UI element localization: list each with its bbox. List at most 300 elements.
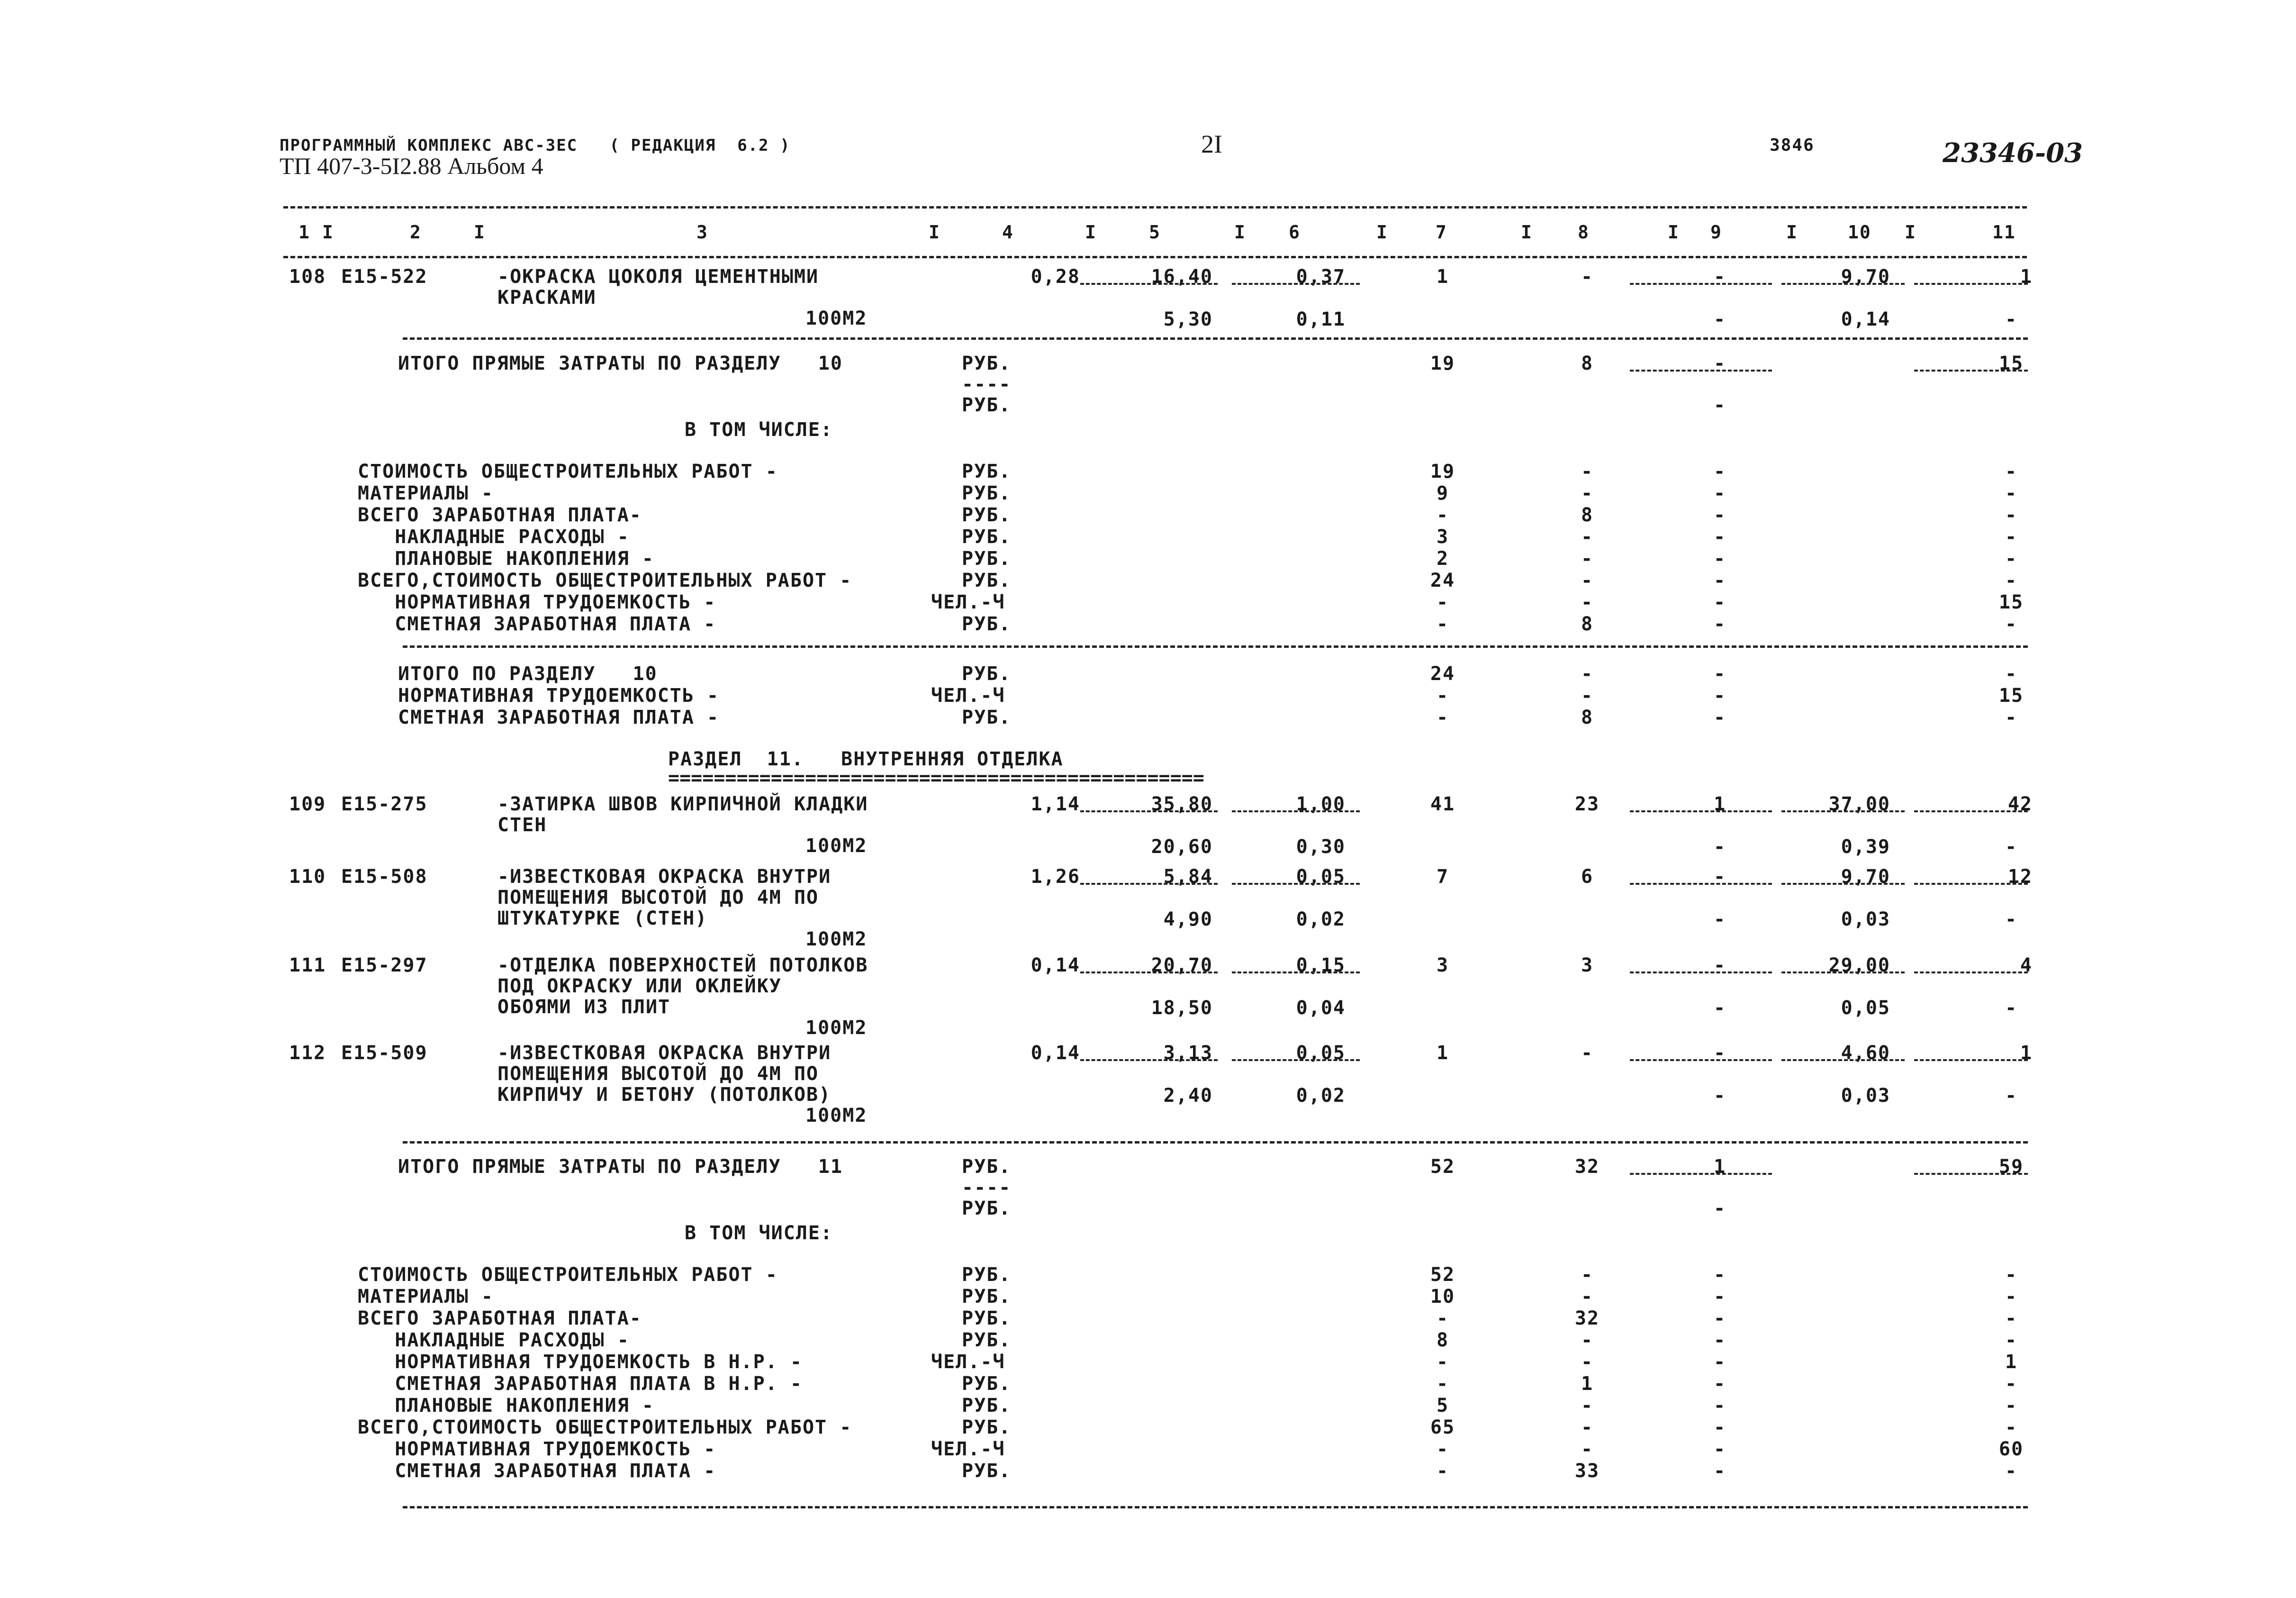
breakdown-labor: - [2005, 526, 2018, 548]
item-name-line: -ИЗВЕСТКОВАЯ ОКРАСКА ВНУТРИ [497, 866, 832, 888]
summary-total-cost: 52 [1430, 1156, 1455, 1178]
column-number: 4 [1002, 222, 1014, 243]
item-unit-wage: 0,15 [1296, 954, 1346, 976]
subrow-rule [1781, 1059, 1905, 1061]
subrow-rule [1781, 283, 1905, 285]
breakdown-labor: - [2005, 504, 2018, 526]
breakdown-label: СТОИМОСТЬ ОБЩЕСТРОИТЕЛЬНЫХ РАБОТ - [358, 1264, 778, 1286]
section-heading-underline: =============================================== [668, 767, 1204, 789]
item-unit: 100М2 [805, 308, 868, 329]
breakdown-unit: РУБ. [962, 1329, 1012, 1351]
item-total-wage: - [1581, 1042, 1594, 1064]
item-total-wage: - [1581, 266, 1594, 288]
item-labor-norm-machine: 0,14 [1841, 309, 1890, 330]
item-name-line: ШТУКАТУРКЕ (СТЕН) [497, 908, 708, 929]
item-code: Е15-509 [341, 1042, 428, 1064]
breakdown-total-cost: 3 [1436, 526, 1449, 548]
subrow-rule [1781, 972, 1905, 973]
column-separator: I [1376, 222, 1388, 243]
item-machine-wage: - [1713, 836, 1727, 858]
summary-subrule [1630, 370, 1772, 372]
section-total-cost: - [1436, 707, 1449, 728]
breakdown-machine: - [1713, 1438, 1727, 1460]
item-unit-wage-wage: 0,11 [1296, 309, 1346, 330]
breakdown-total-wage: - [1581, 526, 1594, 548]
breakdown-machine: - [1713, 1460, 1727, 1482]
breakdown-unit: ЧЕЛ.-Ч [931, 1438, 1005, 1460]
item-name-line: ПОД ОКРАСКУ ИЛИ ОКЛЕЙКУ [497, 975, 782, 997]
item-unit-cost: 16,40 [1151, 266, 1213, 288]
section-total-label: СМЕТНАЯ ЗАРАБОТНАЯ ПЛАТА - [398, 707, 720, 728]
column-separator: I [1668, 222, 1680, 243]
breakdown-unit: РУБ. [962, 1373, 1012, 1395]
item-unit-wage: 0,05 [1296, 1042, 1346, 1064]
breakdown-unit: ЧЕЛ.-Ч [931, 591, 1005, 613]
item-labor-total: 1 [2020, 1042, 2033, 1064]
item-unit: 100М2 [805, 928, 868, 950]
breakdown-total-wage: - [1581, 570, 1594, 591]
breakdown-machine: - [1713, 504, 1727, 526]
item-total-cost: 1 [1436, 266, 1449, 288]
item-unit-cost-wage: 5,30 [1163, 309, 1213, 330]
item-quantity: 1,14 [1030, 793, 1080, 815]
column-number: 5 [1149, 222, 1161, 243]
item-unit: 100М2 [805, 835, 868, 857]
section-total-wage: - [1581, 685, 1594, 707]
doc-code: ТП 407-3-5I2.88 Альбом 4 [280, 153, 543, 179]
item-number: 110 [289, 866, 326, 888]
summary-machine-cost: - [1713, 353, 1727, 374]
summary-total-cost: 19 [1430, 353, 1455, 374]
item-machine-cost: - [1713, 954, 1727, 976]
subrow-rule [1232, 283, 1360, 285]
item-name-line: КИРПИЧУ И БЕТОНУ (ПОТОЛКОВ) [497, 1084, 832, 1106]
breakdown-unit: РУБ. [962, 1460, 1012, 1482]
breakdown-total-cost: - [1436, 1438, 1449, 1460]
summary-including: В ТОМ ЧИСЛЕ: [685, 1222, 833, 1244]
item-quantity: 1,26 [1030, 866, 1080, 888]
breakdown-label: НОРМАТИВНАЯ ТРУДОЕМКОСТЬ - [358, 1438, 716, 1460]
breakdown-label: СМЕТНАЯ ЗАРАБОТНАЯ ПЛАТА В Н.Р. - [358, 1373, 803, 1395]
breakdown-labor: - [2005, 461, 2018, 482]
column-number: 2 [410, 222, 422, 243]
breakdown-label: МАТЕРИАЛЫ - [358, 1286, 494, 1307]
breakdown-total-cost: - [1436, 1460, 1449, 1482]
header-rule-bottom [283, 256, 2027, 258]
subrow-rule [1781, 883, 1905, 885]
breakdown-unit: РУБ. [962, 1264, 1012, 1286]
column-separator: I [1905, 222, 1916, 243]
subrow-rule [1914, 883, 2028, 885]
item-machine-wage: - [1713, 908, 1727, 930]
breakdown-unit: РУБ. [962, 526, 1012, 548]
breakdown-total-wage: - [1581, 1286, 1594, 1307]
item-code: Е15-508 [341, 866, 428, 888]
item-code: Е15-522 [341, 266, 428, 288]
summary-subrule [1630, 1173, 1772, 1175]
item-code: Е15-297 [341, 954, 428, 976]
item-total-cost: 1 [1436, 1042, 1449, 1064]
subrow-rule [1630, 810, 1772, 812]
breakdown-machine: - [1713, 526, 1727, 548]
breakdown-label: ВСЕГО,СТОИМОСТЬ ОБЩЕСТРОИТЕЛЬНЫХ РАБОТ - [358, 1416, 852, 1438]
breakdown-labor: - [2005, 1416, 2018, 1438]
breakdown-total-wage: - [1581, 1416, 1594, 1438]
program-line: ПРОГРАММНЫЙ КОМПЛЕКС АВС-ЗЕС ( РЕДАКЦИЯ 6.2 ) [280, 136, 791, 155]
summary-labor-total: 59 [1998, 1156, 2024, 1178]
item-name-line: -ИЗВЕСТКОВАЯ ОКРАСКА ВНУТРИ [497, 1042, 832, 1064]
item-labor-total: 12 [2007, 866, 2033, 888]
section-rule [403, 645, 2028, 648]
subrow-rule [1914, 1059, 2028, 1061]
breakdown-total-cost: 65 [1430, 1416, 1455, 1438]
summary-total-wage: 32 [1574, 1156, 1600, 1178]
breakdown-machine: - [1713, 1373, 1727, 1395]
subrow-rule [1630, 972, 1772, 973]
breakdown-label: СМЕТНАЯ ЗАРАБОТНАЯ ПЛАТА - [358, 613, 716, 635]
item-labor-total-machine: - [2005, 997, 2018, 1019]
breakdown-label: НАКЛАДНЫЕ РАСХОДЫ - [358, 1329, 630, 1351]
breakdown-labor: 15 [1998, 591, 2024, 613]
breakdown-machine: - [1713, 591, 1727, 613]
item-unit: 100М2 [805, 1105, 868, 1126]
summary-including: В ТОМ ЧИСЛЕ: [685, 419, 833, 441]
section-total-unit: ЧЕЛ.-Ч [931, 685, 1005, 707]
summary-machine-wage: - [1713, 394, 1727, 416]
item-name-line: ОБОЯМИ ИЗ ПЛИТ [497, 996, 671, 1018]
summary-title: ИТОГО ПРЯМЫЕ ЗАТРАТЫ ПО РАЗДЕЛУ 10 [398, 353, 843, 374]
item-labor-total: 42 [2007, 793, 2033, 815]
item-unit-cost: 20,70 [1151, 954, 1213, 976]
breakdown-total-cost: 52 [1430, 1264, 1455, 1286]
item-labor-total-machine: - [2005, 1085, 2018, 1107]
item-name-line: ПОМЕЩЕНИЯ ВЫСОТОЙ ДО 4М ПО [497, 1063, 819, 1085]
item-labor-total: 1 [2020, 266, 2033, 288]
item-machine-cost: 1 [1713, 793, 1727, 815]
item-name-line: КРАСКАМИ [497, 287, 597, 309]
item-unit-cost-wage: 18,50 [1151, 997, 1213, 1019]
section-total-machine: - [1713, 685, 1727, 707]
column-separator: I [474, 222, 486, 243]
breakdown-total-wage: 1 [1581, 1373, 1594, 1395]
item-labor-norm-machine: 0,05 [1841, 997, 1890, 1019]
item-name-line: -ЗАТИРКА ШВОВ КИРПИЧНОЙ КЛАДКИ [497, 793, 868, 815]
breakdown-total-cost: 10 [1430, 1286, 1455, 1307]
breakdown-label: ПЛАНОВЫЕ НАКОПЛЕНИЯ - [358, 548, 654, 570]
breakdown-labor: - [2005, 1373, 2018, 1395]
summary-unit: РУБ. [962, 353, 1012, 374]
breakdown-total-wage: - [1581, 1438, 1594, 1460]
subrow-rule [1914, 810, 2028, 812]
breakdown-unit: РУБ. [962, 482, 1012, 504]
item-labor-total: 4 [2020, 954, 2033, 976]
breakdown-unit: РУБ. [962, 1307, 1012, 1329]
column-separator: I [1234, 222, 1246, 243]
archive-number: 23346-03 [1943, 137, 2083, 169]
breakdown-labor: - [2005, 1264, 2018, 1286]
item-unit-wage: 0,05 [1296, 866, 1346, 888]
column-separator: I [1085, 222, 1097, 243]
column-number: 11 [1992, 222, 2016, 243]
item-total-wage: 6 [1581, 866, 1594, 888]
item-machine-wage: - [1713, 1085, 1727, 1107]
section-total-labor: - [2005, 663, 2018, 685]
breakdown-total-wage: 33 [1574, 1460, 1600, 1482]
item-unit-cost: 35,80 [1151, 793, 1213, 815]
breakdown-label: СМЕТНАЯ ЗАРАБОТНАЯ ПЛАТА - [358, 1460, 716, 1482]
breakdown-total-cost: - [1436, 1351, 1449, 1373]
item-unit-wage: 0,37 [1296, 266, 1346, 288]
item-name-line: -ОТДЕЛКА ПОВЕРХНОСТЕЙ ПОТОЛКОВ [497, 954, 868, 976]
header-rule-top [283, 206, 2027, 209]
breakdown-machine: - [1713, 1351, 1727, 1373]
item-machine-wage: - [1713, 309, 1727, 330]
breakdown-total-cost: - [1436, 504, 1449, 526]
item-unit-wage-wage: 0,04 [1296, 997, 1346, 1019]
breakdown-label: МАТЕРИАЛЫ - [358, 482, 494, 504]
breakdown-total-cost: 2 [1436, 548, 1449, 570]
section-total-unit: РУБ. [962, 663, 1012, 685]
item-labor-norm: 29,00 [1828, 954, 1890, 976]
section-total-label: ИТОГО ПО РАЗДЕЛУ 10 [398, 663, 658, 685]
item-labor-norm: 9,70 [1841, 266, 1890, 288]
subrow-rule [1630, 283, 1772, 285]
breakdown-unit: РУБ. [962, 1395, 1012, 1416]
summary-unit-divider: ---- [962, 373, 1012, 395]
item-quantity: 0,28 [1030, 266, 1080, 288]
summary-unit: РУБ. [962, 1156, 1012, 1178]
breakdown-machine: - [1713, 461, 1727, 482]
breakdown-label: НОРМАТИВНАЯ ТРУДОЕМКОСТЬ В Н.Р. - [358, 1351, 803, 1373]
item-unit-wage-wage: 0,02 [1296, 1085, 1346, 1107]
summary-subrule [1914, 370, 2028, 372]
item-labor-norm-machine: 0,03 [1841, 1085, 1890, 1107]
breakdown-total-cost: 8 [1436, 1329, 1449, 1351]
breakdown-total-cost: 19 [1430, 461, 1455, 482]
column-number: 3 [696, 222, 708, 243]
item-unit: 100М2 [805, 1017, 868, 1039]
item-name-line: СТЕН [497, 814, 547, 836]
subrow-rule [1630, 883, 1772, 885]
breakdown-total-cost: - [1436, 1373, 1449, 1395]
subrow-rule [1080, 1059, 1218, 1061]
item-total-cost: 41 [1430, 793, 1455, 815]
summary-subrule [1914, 1173, 2028, 1175]
breakdown-label: ВСЕГО ЗАРАБОТНАЯ ПЛАТА- [358, 1307, 642, 1329]
item-unit-cost: 5,84 [1163, 866, 1213, 888]
breakdown-machine: - [1713, 482, 1727, 504]
breakdown-labor: - [2005, 1286, 2018, 1307]
breakdown-labor: - [2005, 1460, 2018, 1482]
breakdown-labor: 60 [1998, 1438, 2024, 1460]
item-total-wage: 23 [1574, 793, 1600, 815]
breakdown-unit: РУБ. [962, 548, 1012, 570]
breakdown-total-cost: - [1436, 591, 1449, 613]
breakdown-machine: - [1713, 1395, 1727, 1416]
item-number: 108 [289, 266, 326, 288]
subrow-rule [1232, 1059, 1360, 1061]
item-number: 112 [289, 1042, 326, 1064]
breakdown-total-wage: - [1581, 482, 1594, 504]
item-labor-norm: 37,00 [1828, 793, 1890, 815]
breakdown-total-wage: - [1581, 591, 1594, 613]
subrow-rule [1914, 972, 2028, 973]
subrow-rule [1080, 883, 1218, 885]
item-labor-norm-machine: 0,39 [1841, 836, 1890, 858]
summary-machine-cost: 1 [1713, 1156, 1727, 1178]
item-unit-wage-wage: 0,02 [1296, 908, 1346, 930]
item-machine-cost: - [1713, 866, 1727, 888]
breakdown-machine: - [1713, 1416, 1727, 1438]
item-unit-wage-wage: 0,30 [1296, 836, 1346, 858]
item-machine-wage: - [1713, 997, 1727, 1019]
breakdown-label: НОРМАТИВНАЯ ТРУДОЕМКОСТЬ - [358, 591, 716, 613]
breakdown-labor: - [2005, 1395, 2018, 1416]
summary-unit: РУБ. [962, 1198, 1012, 1219]
subrow-rule [1080, 810, 1218, 812]
breakdown-unit: РУБ. [962, 1286, 1012, 1307]
item-name-line: -ОКРАСКА ЦОКОЛЯ ЦЕМЕНТНЫМИ [497, 266, 819, 288]
breakdown-labor: 1 [2005, 1351, 2018, 1373]
item-rule [403, 337, 2028, 340]
item-quantity: 0,14 [1030, 1042, 1080, 1064]
section-total-labor: 15 [1998, 685, 2024, 707]
item-total-cost: 3 [1436, 954, 1449, 976]
column-number: 10 [1848, 222, 1871, 243]
subrow-rule [1232, 883, 1360, 885]
breakdown-machine: - [1713, 548, 1727, 570]
section-total-wage: - [1581, 663, 1594, 685]
breakdown-machine: - [1713, 570, 1727, 591]
item-machine-cost: - [1713, 1042, 1727, 1064]
item-labor-total-machine: - [2005, 836, 2018, 858]
bottom-rule [403, 1506, 2028, 1508]
breakdown-total-cost: - [1436, 613, 1449, 635]
column-number: 6 [1289, 222, 1301, 243]
breakdown-total-wage: 8 [1581, 613, 1594, 635]
item-number: 109 [289, 793, 326, 815]
item-number: 111 [289, 954, 326, 976]
breakdown-total-wage: 8 [1581, 504, 1594, 526]
column-number: 8 [1578, 222, 1590, 243]
breakdown-machine: - [1713, 1307, 1727, 1329]
item-quantity: 0,14 [1030, 954, 1080, 976]
item-rule [403, 1141, 2028, 1144]
breakdown-labor: - [2005, 548, 2018, 570]
column-separator: I [322, 222, 334, 243]
breakdown-machine: - [1713, 1329, 1727, 1351]
item-unit-wage: 1,00 [1296, 793, 1346, 815]
breakdown-label: СТОИМОСТЬ ОБЩЕСТРОИТЕЛЬНЫХ РАБОТ - [358, 461, 778, 482]
item-labor-norm: 9,70 [1841, 866, 1890, 888]
item-code: Е15-275 [341, 793, 428, 815]
subrow-rule [1232, 972, 1360, 973]
item-labor-total-machine: - [2005, 309, 2018, 330]
item-labor-total-machine: - [2005, 908, 2018, 930]
column-separator: I [1521, 222, 1533, 243]
column-separator: I [1786, 222, 1798, 243]
subrow-rule [1630, 1059, 1772, 1061]
column-number: 7 [1436, 222, 1447, 243]
breakdown-unit: РУБ. [962, 504, 1012, 526]
summary-total-wage: 8 [1581, 353, 1594, 374]
item-name-line: ПОМЕЩЕНИЯ ВЫСОТОЙ ДО 4М ПО [497, 887, 819, 908]
section-total-unit: РУБ. [962, 707, 1012, 728]
breakdown-machine: - [1713, 613, 1727, 635]
column-number: 1 [298, 222, 310, 243]
breakdown-label: НАКЛАДНЫЕ РАСХОДЫ - [358, 526, 630, 548]
column-separator: I [929, 222, 940, 243]
breakdown-total-wage: - [1581, 1351, 1594, 1373]
column-number: 9 [1710, 222, 1722, 243]
breakdown-total-cost: 9 [1436, 482, 1449, 504]
breakdown-labor: - [2005, 570, 2018, 591]
sheet-number: 3846 [1770, 136, 1815, 155]
breakdown-total-cost: - [1436, 1307, 1449, 1329]
section-total-cost: - [1436, 685, 1449, 707]
item-unit-cost-wage: 2,40 [1163, 1085, 1213, 1107]
subrow-rule [1781, 810, 1905, 812]
breakdown-machine: - [1713, 1264, 1727, 1286]
breakdown-unit: ЧЕЛ.-Ч [931, 1351, 1005, 1373]
breakdown-labor: - [2005, 482, 2018, 504]
subrow-rule [1914, 283, 2028, 285]
subrow-rule [1232, 810, 1360, 812]
section-heading: РАЗДЕЛ 11. ВНУТРЕННЯЯ ОТДЕЛКА [668, 748, 1064, 770]
breakdown-total-wage: 32 [1574, 1307, 1600, 1329]
section-total-label: НОРМАТИВНАЯ ТРУДОЕМКОСТЬ - [398, 685, 720, 707]
item-total-wage: 3 [1581, 954, 1594, 976]
breakdown-labor: - [2005, 613, 2018, 635]
item-unit-cost-wage: 4,90 [1163, 908, 1213, 930]
item-labor-norm-machine: 0,03 [1841, 908, 1890, 930]
breakdown-machine: - [1713, 1286, 1727, 1307]
summary-unit-divider: ---- [962, 1177, 1012, 1198]
subrow-rule [1080, 972, 1218, 973]
summary-machine-wage: - [1713, 1198, 1727, 1219]
breakdown-label: ВСЕГО ЗАРАБОТНАЯ ПЛАТА- [358, 504, 642, 526]
summary-unit: РУБ. [962, 394, 1012, 416]
breakdown-label: ПЛАНОВЫЕ НАКОПЛЕНИЯ - [358, 1395, 654, 1416]
breakdown-total-wage: - [1581, 1264, 1594, 1286]
breakdown-unit: РУБ. [962, 613, 1012, 635]
section-total-machine: - [1713, 707, 1727, 728]
breakdown-unit: РУБ. [962, 570, 1012, 591]
breakdown-labor: - [2005, 1307, 2018, 1329]
breakdown-total-cost: 24 [1430, 570, 1455, 591]
item-unit-cost-wage: 20,60 [1151, 836, 1213, 858]
breakdown-total-wage: - [1581, 1329, 1594, 1351]
breakdown-total-wage: - [1581, 461, 1594, 482]
breakdown-unit: РУБ. [962, 1416, 1012, 1438]
breakdown-label: ВСЕГО,СТОИМОСТЬ ОБЩЕСТРОИТЕЛЬНЫХ РАБОТ - [358, 570, 852, 591]
summary-labor-total: 15 [1998, 353, 2024, 374]
item-unit-cost: 3,13 [1163, 1042, 1213, 1064]
item-labor-norm: 4,60 [1841, 1042, 1890, 1064]
breakdown-total-wage: - [1581, 548, 1594, 570]
section-total-wage: 8 [1581, 707, 1594, 728]
item-machine-cost: - [1713, 266, 1727, 288]
breakdown-total-cost: 5 [1436, 1395, 1449, 1416]
subrow-rule [1080, 283, 1218, 285]
breakdown-labor: - [2005, 1329, 2018, 1351]
section-total-labor: - [2005, 707, 2018, 728]
summary-title: ИТОГО ПРЯМЫЕ ЗАТРАТЫ ПО РАЗДЕЛУ 11 [398, 1156, 843, 1178]
page-number: 2I [1201, 130, 1222, 158]
breakdown-unit: РУБ. [962, 461, 1012, 482]
item-total-cost: 7 [1436, 866, 1449, 888]
breakdown-total-wage: - [1581, 1395, 1594, 1416]
